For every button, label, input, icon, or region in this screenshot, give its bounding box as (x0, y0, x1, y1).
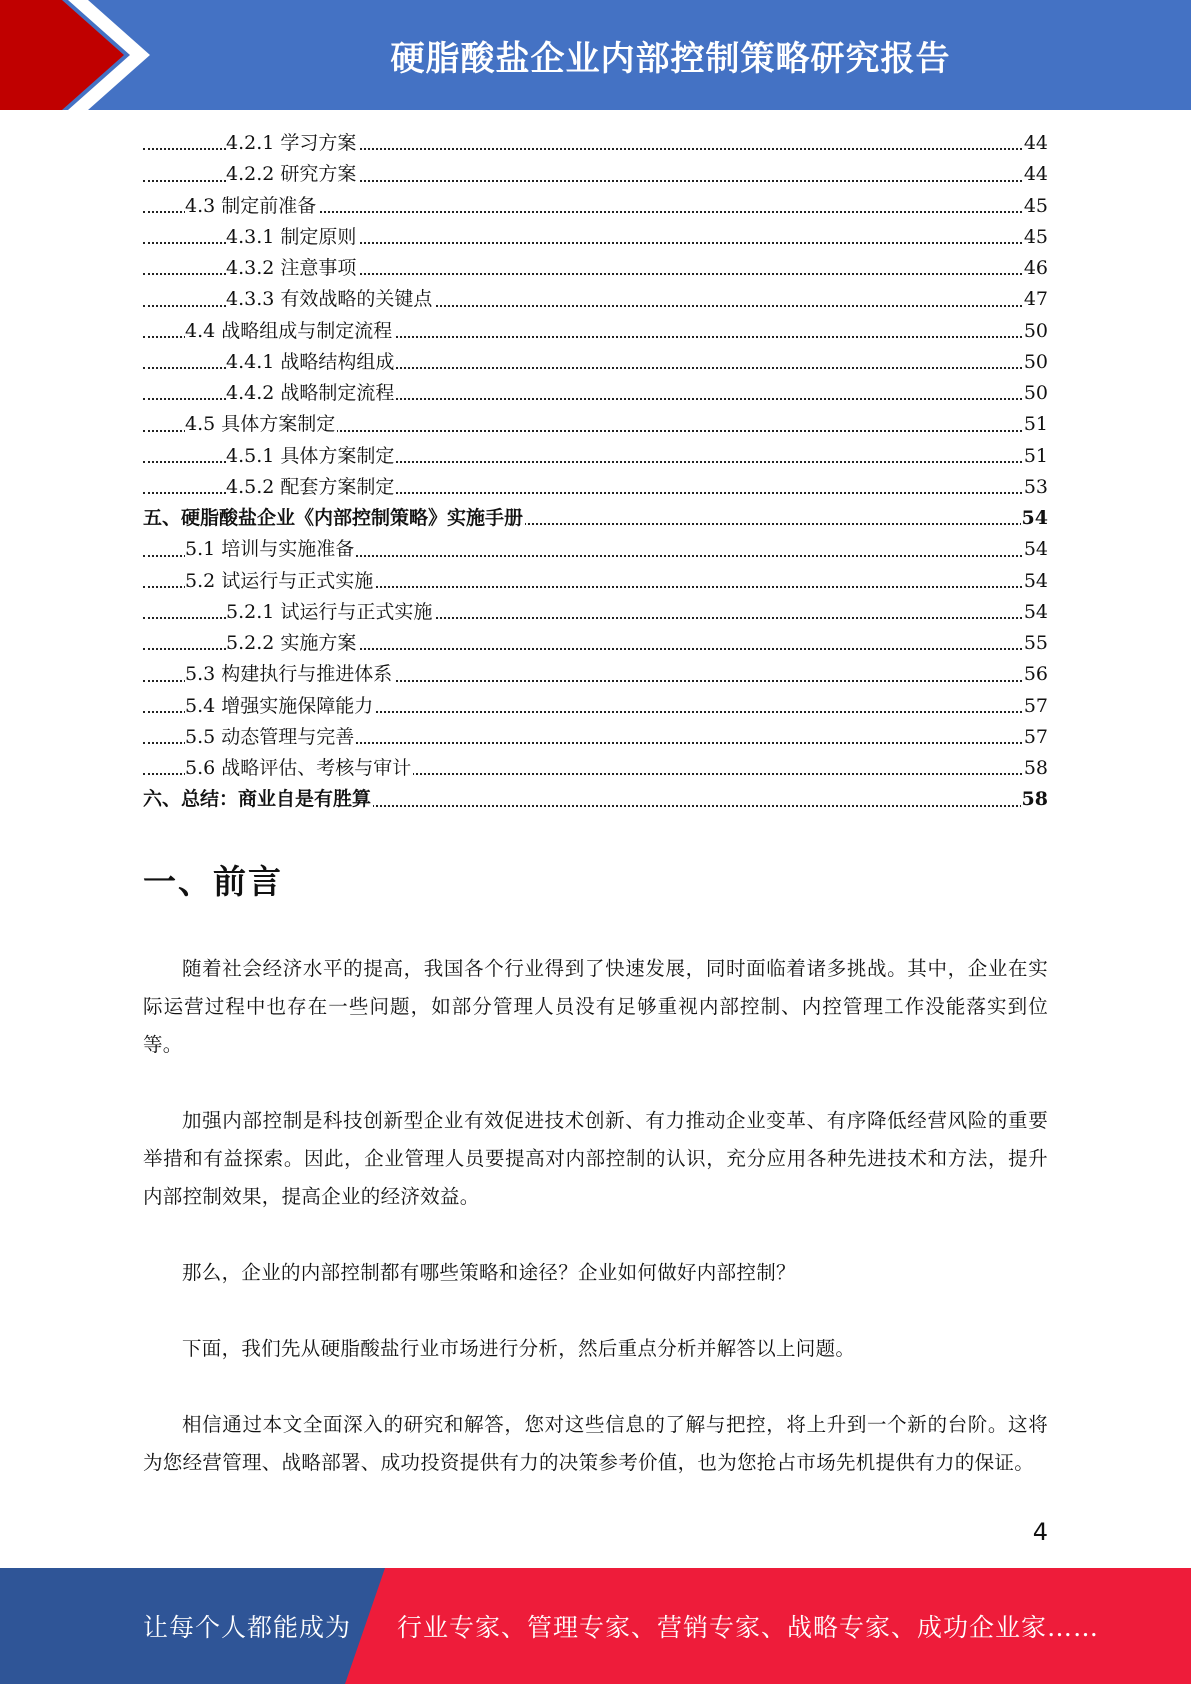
toc-entry-page: 51 (1023, 409, 1048, 440)
toc-entry[interactable] (143, 566, 1048, 597)
toc-entry-page: 45 (1023, 222, 1048, 253)
toc-entry[interactable] (143, 597, 1048, 628)
toc-entry-page: 51 (1023, 441, 1048, 472)
body-paragraph-5: 相信通过本文全面深入的研究和解答，您对这些信息的了解与把控，将上升到一个新的台阶。这将为您经营管理、战略部署、成功投资提供有力的决策参考价值，也为您抢占市场先机提供有力的保证。 (143, 1413, 1048, 1474)
toc-entry-page: 44 (1023, 159, 1048, 190)
toc-entry-title: 5.1 培训与实施准备 (185, 538, 355, 561)
toc-entry[interactable] (143, 409, 1048, 440)
toc-entry-title: 4.2.2 研究方案 (226, 163, 357, 186)
toc-entry-title: 五、硬脂酸盐企业《内部控制策略》实施手册 (143, 507, 524, 529)
toc-entry-page: 58 (1023, 753, 1048, 784)
toc-entry-page: 50 (1023, 316, 1048, 347)
toc-entry[interactable] (143, 284, 1048, 315)
toc-entry-title: 5.3 构建执行与推进体系 (185, 663, 393, 686)
footer-band (0, 1568, 1191, 1684)
toc-entry[interactable] (143, 753, 1048, 784)
footer-slogan-right: 行业专家、管理专家、营销专家、战略专家、成功企业家…… (397, 1613, 1100, 1642)
toc-entry[interactable] (143, 441, 1048, 472)
toc-entry-title: 5.4 增强实施保障能力 (185, 694, 374, 717)
toc-entry-title: 5.2 试运行与正式实施 (185, 569, 374, 592)
toc-entry[interactable] (143, 378, 1048, 409)
toc-entry[interactable] (143, 503, 1048, 534)
report-header-band (0, 0, 1191, 110)
body-paragraph-4: 下面，我们先从硬脂酸盐行业市场进行分析，然后重点分析并解答以上问题。 (182, 1337, 856, 1360)
toc-entry[interactable] (143, 784, 1048, 815)
toc-entry-title: 5.2.2 实施方案 (226, 632, 357, 654)
toc-entry-page: 54 (1023, 534, 1048, 565)
toc-entry-title: 5.6 战略评估、考核与审计 (185, 757, 412, 779)
toc-entry-title: 5.5 动态管理与完善 (185, 725, 355, 748)
toc-entry[interactable] (143, 159, 1048, 190)
toc-entry[interactable] (143, 628, 1048, 659)
footer-slogan-left: 让每个人都能成为 (143, 1613, 352, 1642)
toc-entry[interactable] (143, 222, 1048, 253)
toc-entry-page: 46 (1023, 253, 1048, 284)
toc-entry-page: 54 (1023, 597, 1048, 628)
toc-entry-page: 58 (1021, 784, 1048, 815)
toc-entry-page: 55 (1023, 628, 1048, 659)
toc-entry-title: 5.2.1 试运行与正式实施 (226, 600, 433, 623)
toc-entry-title: 4.2.1 学习方案 (226, 132, 357, 154)
toc-entry-title: 4.3.2 注意事项 (226, 257, 357, 279)
toc-entry-title: 4.4 战略组成与制定流程 (185, 319, 393, 342)
table-of-contents (143, 128, 1048, 816)
header-chevron-decoration (0, 0, 160, 110)
toc-entry[interactable] (143, 128, 1048, 159)
toc-entry-page: 56 (1023, 659, 1048, 690)
toc-entry-title: 4.4.2 战略制定流程 (226, 382, 395, 404)
body-paragraph-2: 加强内部控制是科技创新型企业有效促进技术创新、有力推动企业变革、有序降低经营风险的重要举措和有益探索。因此，企业管理人员要提高对内部控制的认识，充分应用各种先进技术和方法，提升内部控制效果，提高企业的经济效益。 (143, 1109, 1048, 1208)
toc-entry-page: 53 (1023, 472, 1048, 503)
body-paragraph-3: 那么，企业的内部控制都有哪些策略和途径？企业如何做好内部控制？ (182, 1261, 796, 1284)
toc-entry[interactable] (143, 316, 1048, 347)
toc-entry[interactable] (143, 534, 1048, 565)
toc-entry-page: 45 (1023, 191, 1048, 222)
toc-entry[interactable] (143, 253, 1048, 284)
toc-entry-title: 4.3 制定前准备 (185, 194, 317, 217)
body-paragraph-1: 随着社会经济水平的提高，我国各个行业得到了快速发展，同时面临着诸多挑战。其中，企业在实际运营过程中也存在一些问题，如部分管理人员没有足够重视内部控制、内控管理工作没能落实到位等。 (143, 957, 1048, 1056)
toc-entry-page: 54 (1021, 503, 1048, 534)
toc-entry-title: 4.5.1 具体方案制定 (226, 444, 395, 467)
toc-entry-title: 4.5.2 配套方案制定 (226, 475, 395, 498)
toc-entry-page: 50 (1023, 347, 1048, 378)
toc-entry[interactable] (143, 347, 1048, 378)
toc-entry-title: 4.3.3 有效战略的关键点 (226, 288, 433, 311)
toc-entry-page: 50 (1023, 378, 1048, 409)
toc-entry-page: 47 (1023, 284, 1048, 315)
page-number: 4 (1032, 1518, 1048, 1546)
report-title: 硬脂酸盐企业内部控制策略研究报告 (390, 38, 951, 79)
toc-entry-title: 4.5 具体方案制定 (185, 413, 336, 436)
toc-entry[interactable] (143, 191, 1048, 222)
toc-entry-title: 4.4.1 战略结构组成 (226, 350, 395, 373)
toc-entry-title: 4.3.1 制定原则 (226, 225, 357, 248)
toc-entry-page: 57 (1023, 722, 1048, 753)
toc-entry[interactable] (143, 722, 1048, 753)
toc-entry[interactable] (143, 472, 1048, 503)
toc-entry[interactable] (143, 691, 1048, 722)
toc-entry[interactable] (143, 659, 1048, 690)
toc-entry-page: 54 (1023, 566, 1048, 597)
section-heading: 一、前言 (143, 862, 283, 901)
toc-entry-title: 六、总结：商业自是有胜算 (143, 788, 372, 811)
toc-entry-page: 57 (1023, 691, 1048, 722)
toc-entry-page: 44 (1023, 128, 1048, 159)
